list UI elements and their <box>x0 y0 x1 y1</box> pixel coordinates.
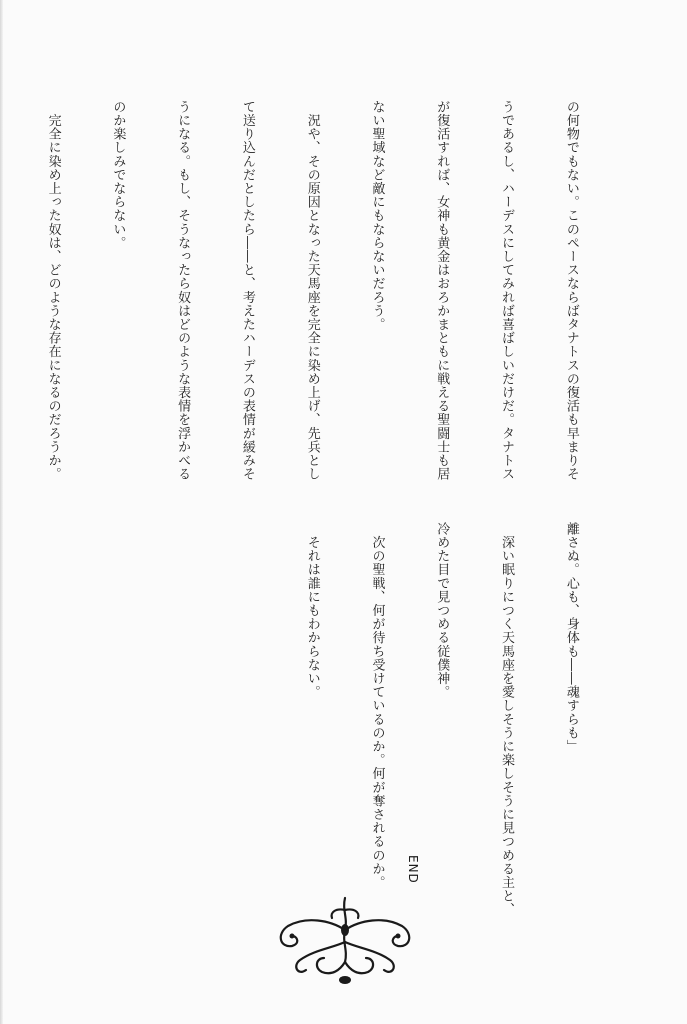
text-line: うであるし、ハーデスにしてみれば喜ばしいだけだ。タナトス <box>499 100 515 481</box>
text-line: 深い眠りにつく天馬座を愛しそうに楽しそうに見つめる主と、 <box>499 522 515 917</box>
text-line: 次の聖戦、何が待ち受けているのか。何が奪されるのか。 <box>369 522 385 890</box>
text-line: ない聖域など敵にもならないだろう。 <box>369 100 385 332</box>
main-text-top <box>0 100 625 510</box>
text-line: 離さぬ。心も、身体も――魂すらも」 <box>563 522 579 754</box>
text-line: 完全に染め上った奴は、どのような存在になるのだろうか。 <box>45 100 61 481</box>
text-line: うになる。もし、そうなったら奴はどのような表情を浮かべる <box>175 100 191 481</box>
text-line: 況や、その原因となった天馬座を完全に染め上げ、先兵とし <box>304 100 320 481</box>
flourish-ornament-icon <box>270 890 420 990</box>
text-line: て送り込んだとしたら――と、考えたハーデスの表情が緩みそ <box>239 100 255 481</box>
text-line: 冷めた目で見つめる従僕神。 <box>434 522 450 699</box>
main-text-bottom <box>280 522 626 952</box>
text-line: の何物でもない。このペースならばタナトスの復活も早まりそ <box>563 100 579 481</box>
text-line: それは誰にもわからない。 <box>304 522 320 699</box>
text-line: のか楽しみでならない。 <box>110 100 126 250</box>
end-mark: END <box>406 855 420 884</box>
text-line: が復活すれば、女神も黄金はおろかまともに戦える聖闘士も居 <box>434 100 450 481</box>
